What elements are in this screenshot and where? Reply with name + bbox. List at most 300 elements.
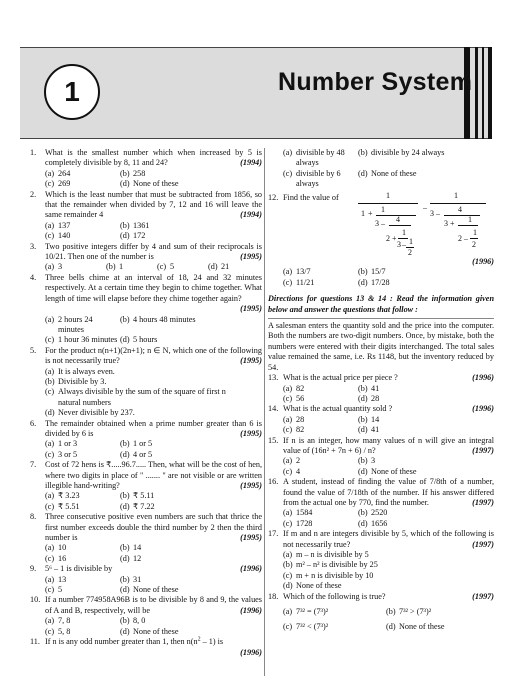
fraction-term: +	[368, 209, 373, 219]
option-label: (c)	[283, 425, 293, 435]
options-row	[268, 267, 494, 277]
option-text: 172	[133, 231, 146, 241]
option-label: (a)	[45, 574, 55, 584]
left-column	[30, 148, 262, 658]
question-year: (1995)	[240, 356, 262, 366]
option-text: 3	[58, 262, 63, 272]
question	[268, 436, 494, 457]
option-text: 5	[58, 585, 63, 595]
option-text: 7³² > (7³)²	[399, 607, 432, 617]
fraction-term: 3	[444, 219, 448, 229]
fraction-term: –	[381, 219, 385, 229]
fraction-term: 2	[408, 248, 412, 258]
question-year: (1995)	[240, 304, 262, 314]
option-label: (c)	[283, 168, 293, 178]
option-label: (c)	[283, 393, 293, 403]
option-label: (a)	[45, 314, 55, 324]
question-year: (1994)	[240, 158, 262, 168]
option-text: 12	[133, 553, 142, 563]
option-label: (b)	[120, 439, 130, 449]
options-row	[268, 169, 494, 190]
option-label: (d)	[283, 581, 293, 591]
question-year: (1997)	[472, 497, 494, 507]
option-text: 28	[296, 414, 305, 424]
fraction-bar	[458, 225, 478, 226]
question-stem: Two positive integers differ by 4 and sum of their reciprocals is 10/21. Then one of the number is	[45, 241, 262, 262]
options-row	[268, 508, 494, 518]
option-text: 7, 8	[58, 616, 71, 626]
option-text: 1 or 5	[133, 439, 153, 449]
question	[30, 190, 262, 221]
question-year: (1995)	[240, 533, 262, 543]
question	[30, 148, 262, 169]
question-number: 3.	[30, 241, 37, 251]
question-text	[283, 477, 494, 508]
option-text: 4 hours 48 minutes	[133, 314, 196, 324]
option-text: 1361	[133, 220, 150, 230]
option-label: (d)	[120, 231, 130, 241]
option-label: (c)	[283, 466, 293, 476]
question	[30, 273, 262, 315]
option-text: 41	[371, 383, 380, 393]
question-text	[45, 242, 262, 263]
option-text: 1656	[371, 518, 388, 528]
option-text: 28	[371, 393, 380, 403]
option-label: (b)	[120, 574, 130, 584]
options-row	[268, 278, 494, 288]
option-label: (b)	[358, 456, 368, 466]
options-row	[30, 221, 262, 231]
option-text: m – n is divisible by 5	[296, 550, 369, 559]
option-label: (c)	[45, 585, 55, 595]
question	[268, 373, 494, 383]
header-bar	[488, 47, 492, 139]
question-year: (1995)	[240, 252, 262, 262]
option-text: 264	[58, 168, 71, 178]
fraction-term: 1	[409, 237, 413, 247]
option-label: (c)	[45, 626, 55, 636]
question-number: 9.	[30, 564, 37, 574]
fraction-bar	[398, 238, 408, 239]
fraction-term: 1	[402, 228, 406, 238]
options-row	[30, 491, 262, 501]
option-label: (d)	[358, 393, 368, 403]
fraction-term: +	[392, 234, 397, 244]
options-row	[30, 575, 262, 585]
question	[30, 242, 262, 263]
option-label: (c)	[45, 387, 55, 397]
option-label: (b)	[358, 148, 368, 157]
fraction-term: 1	[473, 228, 477, 238]
option-text: None of these	[296, 581, 342, 591]
options-row	[30, 502, 262, 512]
option-label: (a)	[283, 607, 293, 617]
options-row	[268, 519, 494, 529]
column-divider	[264, 148, 265, 676]
option-text: 4	[296, 466, 301, 476]
option-line	[30, 377, 262, 387]
question-stem: Which is the least number that must be subtracted from 1856, so that the remainder when divided by 7, 12 and 16 will leave the same remainder 4	[45, 189, 262, 220]
question-stem: Which of the following is true?	[283, 591, 386, 601]
chapter-number: 1	[44, 64, 100, 120]
question	[30, 564, 262, 574]
option-text: 82	[296, 383, 305, 393]
option-label: (c)	[45, 179, 55, 189]
option-text: 2	[296, 456, 301, 466]
option-text: 3 or 5	[58, 449, 78, 459]
option-text: 7³² < (7³)²	[296, 622, 329, 632]
question-text	[45, 637, 262, 647]
fraction-bar	[444, 215, 480, 216]
question-number: 7.	[30, 460, 37, 470]
option-label: (d)	[120, 335, 130, 345]
option-line	[30, 387, 262, 397]
question	[268, 404, 494, 414]
options-row	[30, 616, 262, 626]
question-number: 1.	[30, 148, 37, 157]
option-label	[45, 398, 58, 408]
question-stem: Find the value of	[283, 192, 339, 202]
question-year: (1994)	[240, 210, 262, 220]
option-label: (d)	[358, 425, 368, 435]
question-text	[283, 592, 494, 602]
option-text: m + n is divisible by 10	[296, 570, 374, 580]
option-text: 5 hours	[133, 335, 158, 345]
question-year: (1996)	[472, 373, 494, 383]
option-label: (a)	[45, 366, 55, 376]
option-label: (a)	[45, 262, 55, 272]
option-text: 15/7	[371, 267, 386, 277]
option-label: (b)	[45, 376, 55, 386]
option-text: None of these	[371, 168, 417, 178]
fraction-term: –	[464, 234, 468, 244]
option-line	[30, 408, 262, 418]
question-number: 10.	[30, 595, 41, 605]
header-bar	[482, 47, 484, 139]
options-row	[30, 627, 262, 637]
question-text	[283, 373, 494, 383]
fraction-term: 1	[386, 191, 390, 201]
option-label: (c)	[157, 262, 167, 272]
question-stem: What is the smallest number which when increased by 5 is completely divisible by 8, 11 and 24?	[45, 148, 262, 168]
question-stem: The remainder obtained when a prime number greater than 6 is divided by 6 is	[45, 418, 262, 438]
option-label: (d)	[120, 626, 130, 636]
options-row	[268, 622, 494, 632]
option-text: 82	[296, 425, 305, 435]
options-row	[30, 585, 262, 595]
option-text: 3	[371, 456, 376, 466]
question-year: (1995)	[240, 428, 262, 438]
option-label: (b)	[120, 491, 130, 501]
option-text: 21	[221, 262, 230, 272]
options-row	[30, 179, 262, 189]
options-row	[268, 148, 494, 169]
fraction-bar	[389, 225, 411, 226]
option-text: 1728	[296, 518, 313, 528]
question-year: (1995)	[240, 481, 262, 490]
chapter-header	[20, 47, 492, 139]
option-label: (b)	[358, 508, 368, 518]
option-label: (a)	[45, 491, 55, 501]
fraction-bar	[470, 238, 478, 239]
option-label: (a)	[283, 508, 293, 518]
option-label: (b)	[283, 560, 293, 570]
options-row	[268, 467, 494, 477]
option-label: (b)	[358, 267, 368, 277]
question	[30, 512, 262, 543]
question-text	[283, 404, 494, 414]
option-label: (d)	[358, 168, 368, 178]
options-row	[30, 262, 262, 272]
option-text: None of these	[399, 622, 445, 632]
option-text: 14	[371, 414, 380, 424]
question-number: 5.	[30, 345, 37, 355]
option-label: (d)	[358, 466, 368, 476]
question-text	[283, 436, 494, 457]
option-text: 56	[296, 393, 305, 403]
question-year: (1996)	[240, 564, 262, 574]
option-text: Divisible by 3.	[58, 376, 107, 386]
question-stem: Three bells chime at an interval of 18, 24 and 32 minutes respectively. At a certain time they begin to chime together. What length of time will elapse before they chime together again?	[45, 272, 262, 303]
options-row	[268, 394, 494, 404]
options-row	[30, 315, 262, 336]
option-label: (d)	[120, 179, 130, 189]
option-label: (a)	[283, 383, 293, 393]
question-text	[45, 419, 262, 440]
question-stem: If n is an integer, how many values of n will give an integral value of (16n² + 7n + 6) / n?	[283, 435, 494, 455]
question	[30, 460, 262, 491]
option-text: 5	[170, 262, 175, 272]
question-number: 13.	[268, 373, 279, 383]
option-text: 2520	[371, 508, 388, 518]
option-text: 13	[58, 574, 67, 584]
option-text: It is always even.	[58, 366, 115, 376]
fraction-term: 3	[430, 209, 434, 219]
option-text: None of these	[133, 179, 179, 189]
question-text	[45, 460, 262, 491]
fraction-term: 1	[468, 215, 472, 225]
option-label: (c)	[45, 553, 55, 563]
option-text: 140	[58, 231, 71, 241]
option-label: (c)	[283, 277, 293, 287]
options-row	[268, 415, 494, 425]
fraction-term: 3	[397, 240, 401, 250]
fraction-bar	[430, 203, 486, 204]
question-stem: If m and n are integers divisible by 5, which of the following is not necessarily true?	[283, 529, 494, 549]
option-text: ₹ 3.23	[58, 491, 80, 501]
options-row	[30, 335, 262, 345]
option-text: 17/28	[371, 277, 390, 287]
question-text	[45, 148, 262, 169]
fraction-term: 4	[396, 215, 400, 225]
fraction-term: 1	[454, 191, 458, 201]
option-text: ₹ 7.22	[133, 501, 155, 511]
option-label: (a)	[283, 456, 293, 466]
question-year: (1997)	[472, 539, 494, 549]
option-label: (a)	[283, 550, 293, 559]
question-number: 14.	[268, 404, 279, 414]
question-number: 11.	[30, 637, 40, 647]
question-stem: If a number 774958A96B is to be divisible by 8 and 9, the values of A and B, respectively, will be	[45, 595, 262, 615]
option-label: (c)	[45, 449, 55, 459]
fraction-term: 1	[381, 205, 385, 215]
option-line	[268, 560, 494, 570]
chapter-title: Number System	[278, 68, 473, 96]
option-text: 2 hours 24 minutes	[58, 314, 93, 334]
option-text: 1 hour 36 minutes	[58, 335, 118, 345]
option-label: (b)	[120, 543, 130, 553]
options-row	[268, 607, 494, 617]
superscript: 2	[197, 636, 201, 643]
option-label: (d)	[208, 262, 218, 272]
option-label: (d)	[358, 518, 368, 528]
question-number: 16.	[268, 477, 279, 487]
fraction-term: –	[436, 209, 440, 219]
option-text: None of these	[371, 466, 417, 476]
question-number: 2.	[30, 189, 37, 199]
option-label: (c)	[283, 518, 293, 528]
question-stem: 5⁶ – 1 is divisible by	[45, 564, 113, 574]
option-label: (b)	[106, 262, 116, 272]
options-row	[30, 169, 262, 179]
question-number: 12.	[268, 192, 279, 202]
question	[268, 529, 494, 550]
question-text	[45, 273, 262, 315]
option-line	[268, 571, 494, 581]
question-text	[45, 190, 262, 221]
option-label: (a)	[45, 220, 55, 230]
option-text: divisible by 48 always	[296, 148, 345, 168]
option-line	[268, 581, 494, 591]
option-label: (c)	[45, 501, 55, 511]
options-row	[30, 543, 262, 553]
question-stem: What is the actual price per piece ?	[283, 373, 398, 383]
question	[30, 419, 262, 440]
option-label: (d)	[386, 622, 396, 632]
question-year: (1996)	[240, 647, 262, 657]
option-text: 13/7	[296, 267, 311, 277]
option-text: Never divisible by 237.	[58, 408, 135, 418]
fraction-bar	[358, 203, 418, 204]
option-text: 269	[58, 179, 71, 189]
question-text	[45, 512, 262, 543]
question-stem: Three consecutive positive even numbers are such that thrice the first number exceeds double the third number by 2 then the third number is	[45, 512, 262, 543]
option-text: 14	[133, 543, 142, 553]
question-text	[45, 564, 262, 574]
question	[268, 592, 494, 602]
option-text: 1	[119, 262, 124, 272]
fraction-term: 1	[361, 209, 365, 219]
option-label: (b)	[120, 220, 130, 230]
fraction-term: –	[402, 240, 406, 250]
option-text: 137	[58, 220, 71, 230]
option-label: (a)	[283, 267, 293, 277]
option-text: divisible by 24 always	[371, 148, 445, 157]
option-text: divisible by 6 always	[296, 168, 341, 189]
options-row	[30, 231, 262, 241]
question	[30, 346, 262, 367]
option-label: (d)	[45, 408, 55, 418]
options-row	[268, 456, 494, 466]
option-label: (d)	[120, 449, 130, 459]
option-text: 41	[371, 425, 380, 435]
fraction-term: +	[450, 219, 455, 229]
question-text	[45, 595, 262, 616]
option-text: 31	[133, 574, 142, 584]
fraction-term: 2	[386, 234, 390, 244]
option-label: (b)	[120, 314, 130, 324]
option-label: (a)	[45, 616, 55, 626]
options-row	[30, 450, 262, 460]
option-text: Always divisible by the sum of the square of first n	[58, 387, 226, 397]
option-label: (d)	[358, 277, 368, 287]
option-line	[30, 367, 262, 377]
options-row	[30, 554, 262, 564]
fraction-term: 4	[458, 205, 462, 215]
option-text: 4 or 5	[133, 449, 153, 459]
question-stem: If n is any odd number greater than 1, then n(n	[45, 637, 198, 647]
option-label: (c)	[45, 231, 55, 241]
question-number: 6.	[30, 418, 37, 428]
option-label: (a)	[45, 543, 55, 553]
question-stem: A student, instead of finding the value of 7/8th of a number, found the value of 7/18th of the number. If his answer differed from the actual one by 770, find the number.	[283, 477, 494, 507]
option-label: (b)	[120, 168, 130, 178]
right-column	[268, 148, 494, 638]
option-label: (b)	[358, 414, 368, 424]
option-label: (d)	[120, 501, 130, 511]
options-row	[268, 384, 494, 394]
option-text: ₹ 5.11	[133, 491, 155, 501]
question-year: (1996)	[240, 605, 262, 615]
options-row	[268, 425, 494, 435]
fraction-term: 2	[458, 234, 462, 244]
option-label: (d)	[120, 553, 130, 563]
fraction-term: 3	[375, 219, 379, 229]
question-number: 15.	[268, 435, 279, 445]
option-line	[268, 550, 494, 560]
option-label: (a)	[45, 168, 55, 178]
question-text	[283, 529, 494, 550]
question	[30, 637, 262, 647]
directions: Directions for questions 13 & 14 : Read the information given below and answer the questions that follow :	[268, 294, 494, 314]
option-label: (c)	[45, 335, 55, 345]
option-text: 1584	[296, 508, 313, 518]
option-text: 1 or 3	[58, 439, 78, 449]
option-label: (a)	[283, 148, 293, 157]
question-year: (1996)	[472, 257, 494, 267]
question-stem: – 1) is	[200, 637, 224, 647]
question-year: (1997)	[472, 591, 494, 601]
option-label: (c)	[283, 570, 293, 580]
question-stem: What is the actual quantity sold ?	[283, 404, 393, 414]
fraction-term: –	[423, 203, 427, 213]
option-text: 11/21	[296, 277, 315, 287]
option-label: (a)	[45, 439, 55, 449]
fraction-term: 2	[472, 240, 476, 250]
question	[268, 477, 494, 508]
passage: A salesman enters the quantity sold and the price into the computer. Both the numbers are two-digit numbers. Once, by mistake, both the numbers were entered with their digits interchanged. The total sales value remained the same, i.e. Rs 1148, but the inventory reduced by 54.	[268, 321, 494, 372]
option-text: natural numbers	[58, 397, 111, 407]
option-label: (a)	[283, 414, 293, 424]
options-row	[30, 439, 262, 449]
option-label: (b)	[386, 607, 396, 617]
option-label: (d)	[120, 585, 130, 595]
option-text: 258	[133, 168, 146, 178]
question-number: 17.	[268, 529, 279, 539]
question-stem: For the product n(n+1)(2n+1); n ∈ N, which one of the following is not necessarily true?	[45, 345, 262, 366]
option-text: None of these	[133, 626, 179, 636]
option-text: m² – n² is divisible by 25	[296, 560, 378, 570]
